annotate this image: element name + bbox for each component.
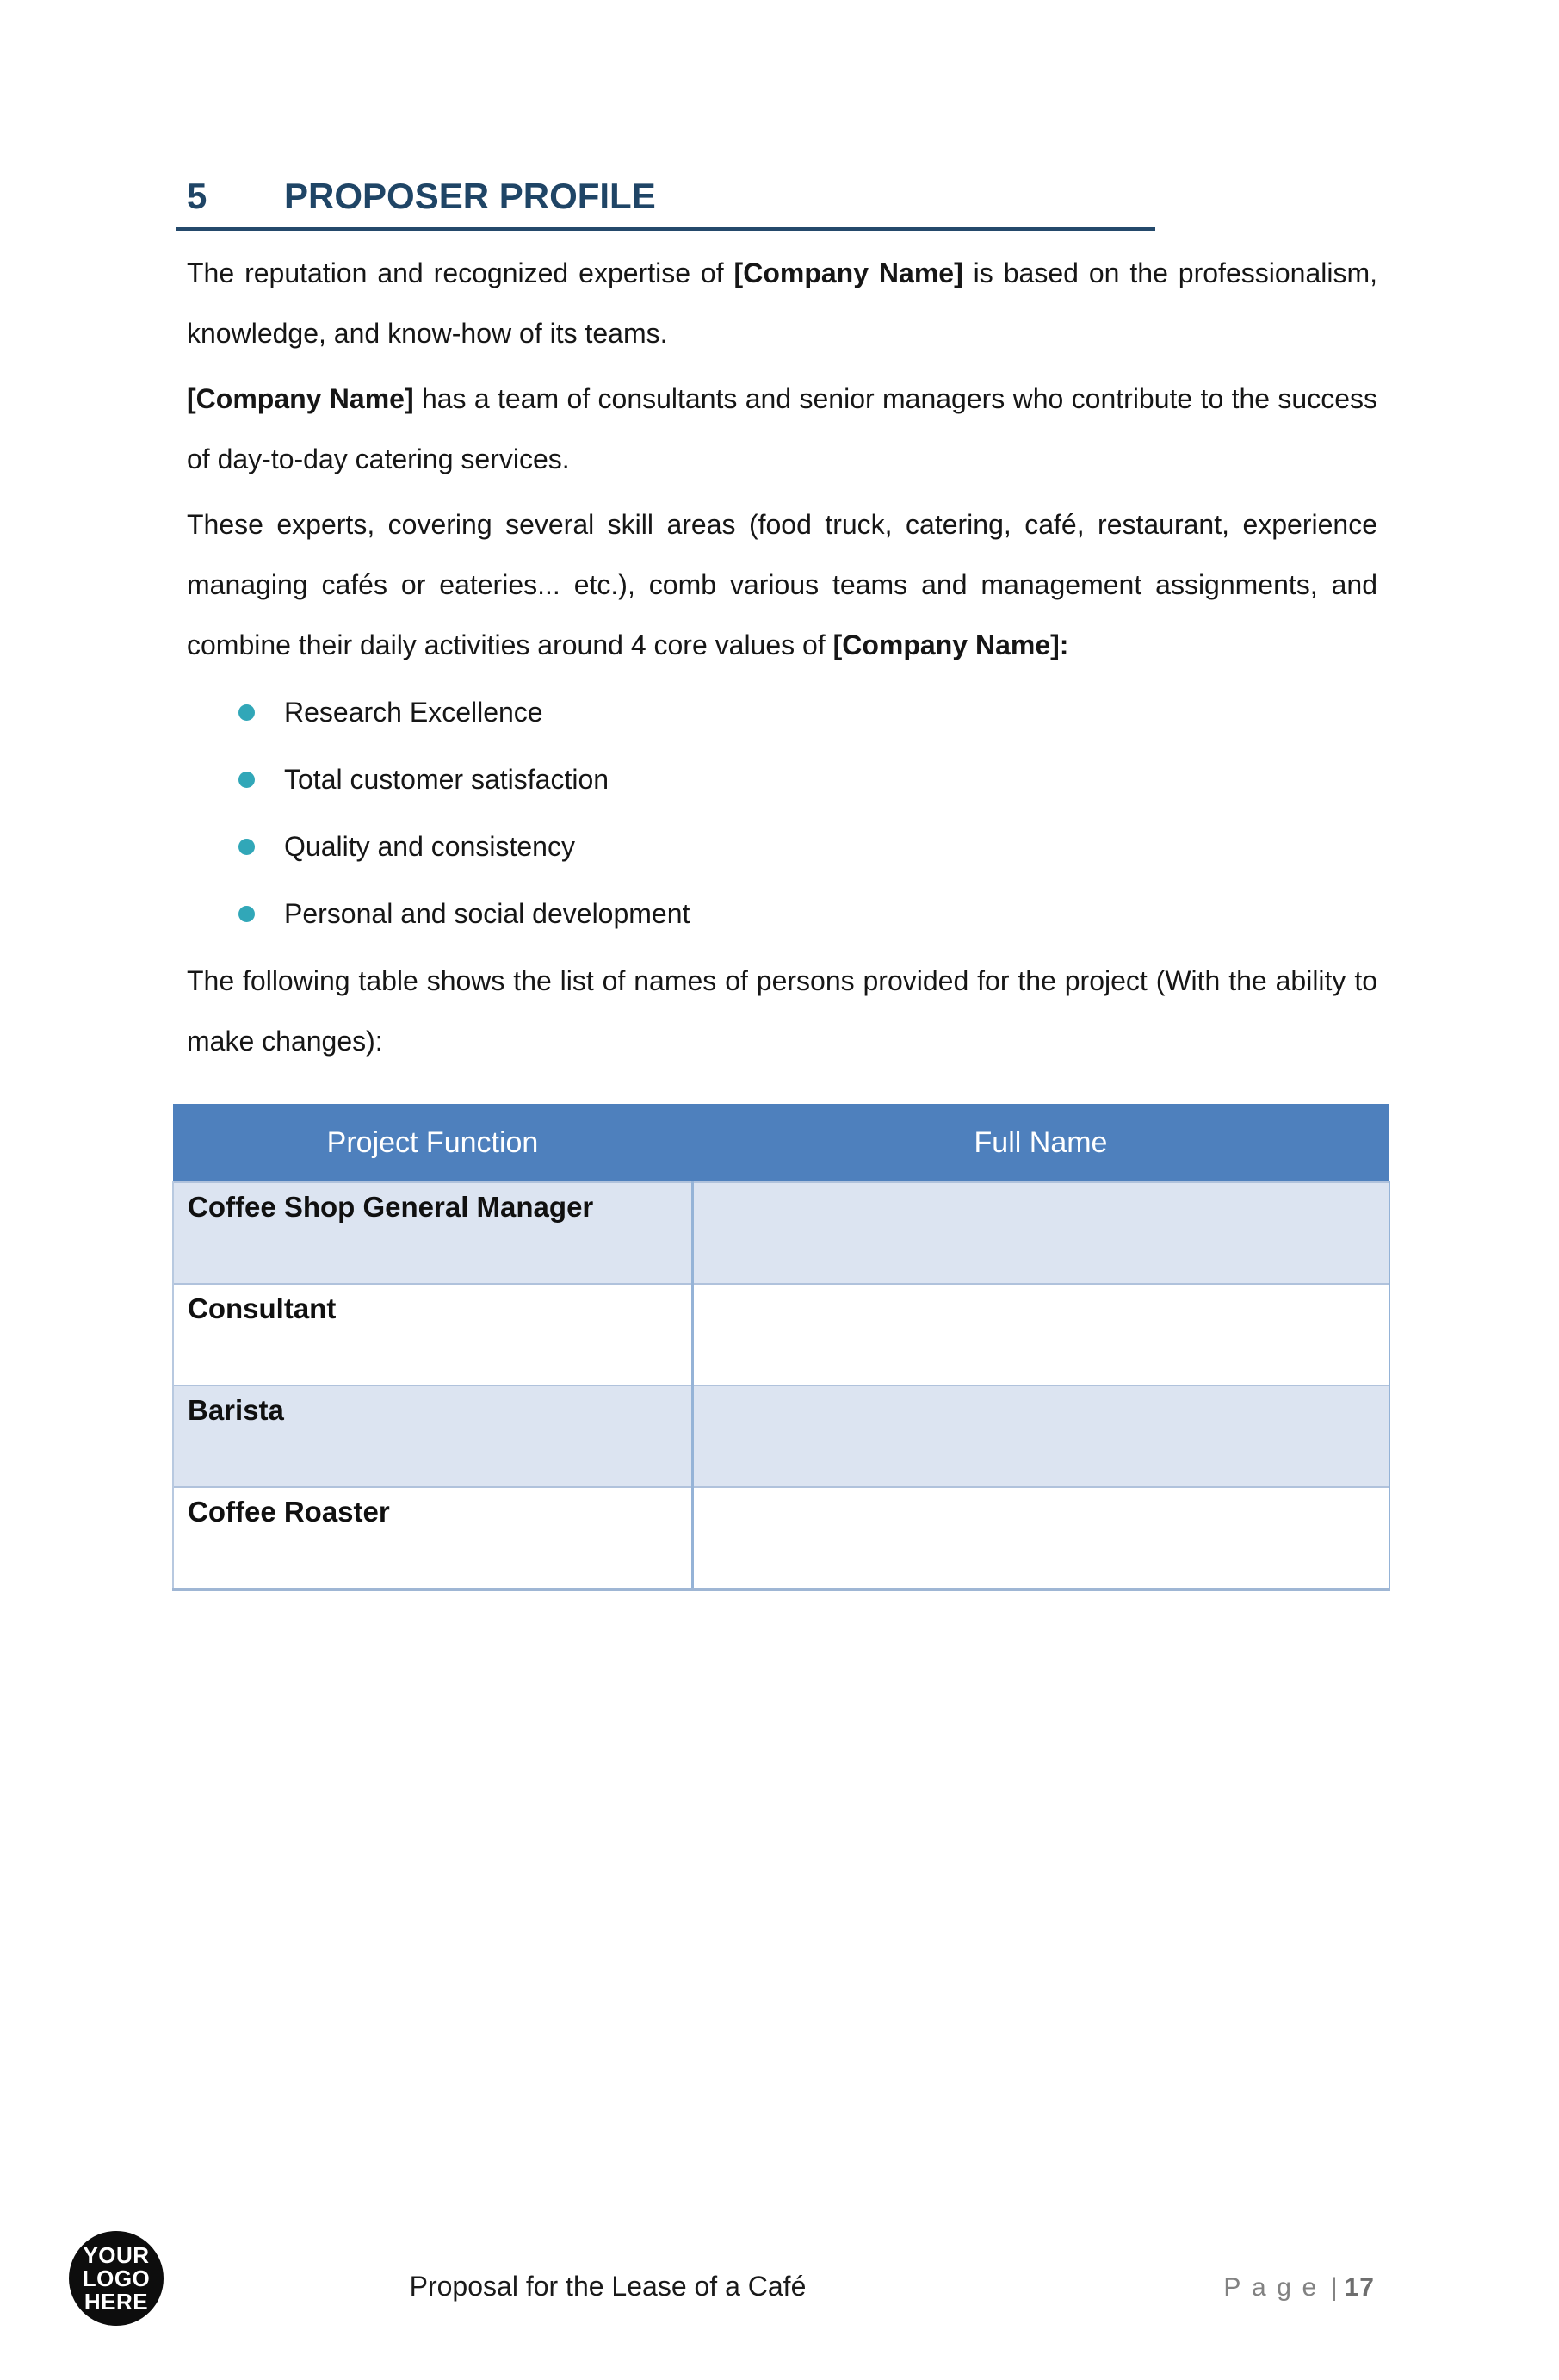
company-name-placeholder: [Company Name] [733, 257, 963, 288]
bullet-icon [238, 906, 255, 922]
paragraph-segment: These experts, covering several skill areas (food truck, catering, café, restaurant, experience managing cafés or eateries... etc.), comb various teams and management assignments, and combine their daily activities around 4 core values of [187, 509, 1377, 660]
logo-text-line: HERE [84, 2288, 149, 2315]
cell-full-name [692, 1284, 1389, 1385]
logo-text-line: LOGO [82, 2265, 151, 2291]
cell-project-function: Coffee Roaster [173, 1487, 692, 1590]
table-row [173, 1182, 1389, 1284]
bullet-icon [238, 839, 255, 855]
list-item [187, 816, 1377, 877]
cell-full-name [692, 1182, 1389, 1284]
page-number-value: 17 [1344, 2273, 1375, 2302]
list-item-label: Total customer satisfaction [284, 764, 609, 795]
page-content [0, 176, 1559, 1591]
list-item [187, 682, 1377, 742]
paragraph-team [187, 369, 1377, 489]
paragraph-reputation [187, 243, 1377, 363]
core-values-list [187, 682, 1377, 944]
list-item-label: Quality and consistency [284, 831, 575, 862]
section-number: 5 [187, 176, 207, 216]
paragraph-segment: The reputation and recognized expertise of [187, 257, 734, 288]
paragraph-segment: is based on the professionalism, knowledge, and know-how of its teams. [187, 257, 1378, 349]
table-row [173, 1487, 1389, 1590]
company-name-placeholder: [Company Name]: [832, 629, 1069, 660]
paragraph-experts [187, 494, 1377, 675]
paragraph-segment: has a team of consultants and senior managers who contribute to the success of day-to-day catering services. [187, 383, 1378, 474]
logo-text-line: YOUR [83, 2241, 150, 2268]
section-heading [176, 176, 1155, 231]
table-header-row [173, 1104, 1389, 1182]
cell-full-name [692, 1385, 1389, 1487]
paragraph-segment: The following table shows the list of names of persons provided for the project (With the ability to make changes): [187, 965, 1377, 1057]
bullet-icon [238, 772, 255, 788]
list-item [187, 883, 1377, 944]
cell-project-function: Barista [173, 1385, 692, 1487]
page-separator: | [1330, 2273, 1338, 2302]
list-item-label: Research Excellence [284, 697, 543, 728]
column-header-project-function: Project Function [173, 1104, 692, 1182]
column-header-full-name: Full Name [692, 1104, 1389, 1182]
cell-full-name [692, 1487, 1389, 1590]
document-page [0, 176, 1559, 2380]
table-row [173, 1385, 1389, 1487]
placeholder-logo [69, 2231, 164, 2326]
page-label: Page [1223, 2273, 1327, 2302]
bullet-icon [238, 704, 255, 721]
footer-page-number [1223, 2273, 1375, 2303]
cell-project-function: Consultant [173, 1284, 692, 1385]
table-row [173, 1284, 1389, 1385]
footer-document-title: Proposal for the Lease of a Café [409, 2271, 807, 2302]
paragraph-table-intro [187, 951, 1377, 1071]
list-item-label: Personal and social development [284, 898, 690, 929]
section-heading-text [176, 176, 1155, 217]
section-title: PROPOSER PROFILE [284, 176, 656, 216]
cell-project-function: Coffee Shop General Manager [173, 1182, 692, 1284]
staff-table [172, 1104, 1390, 1591]
company-name-placeholder: [Company Name] [187, 383, 414, 414]
list-item [187, 749, 1377, 809]
